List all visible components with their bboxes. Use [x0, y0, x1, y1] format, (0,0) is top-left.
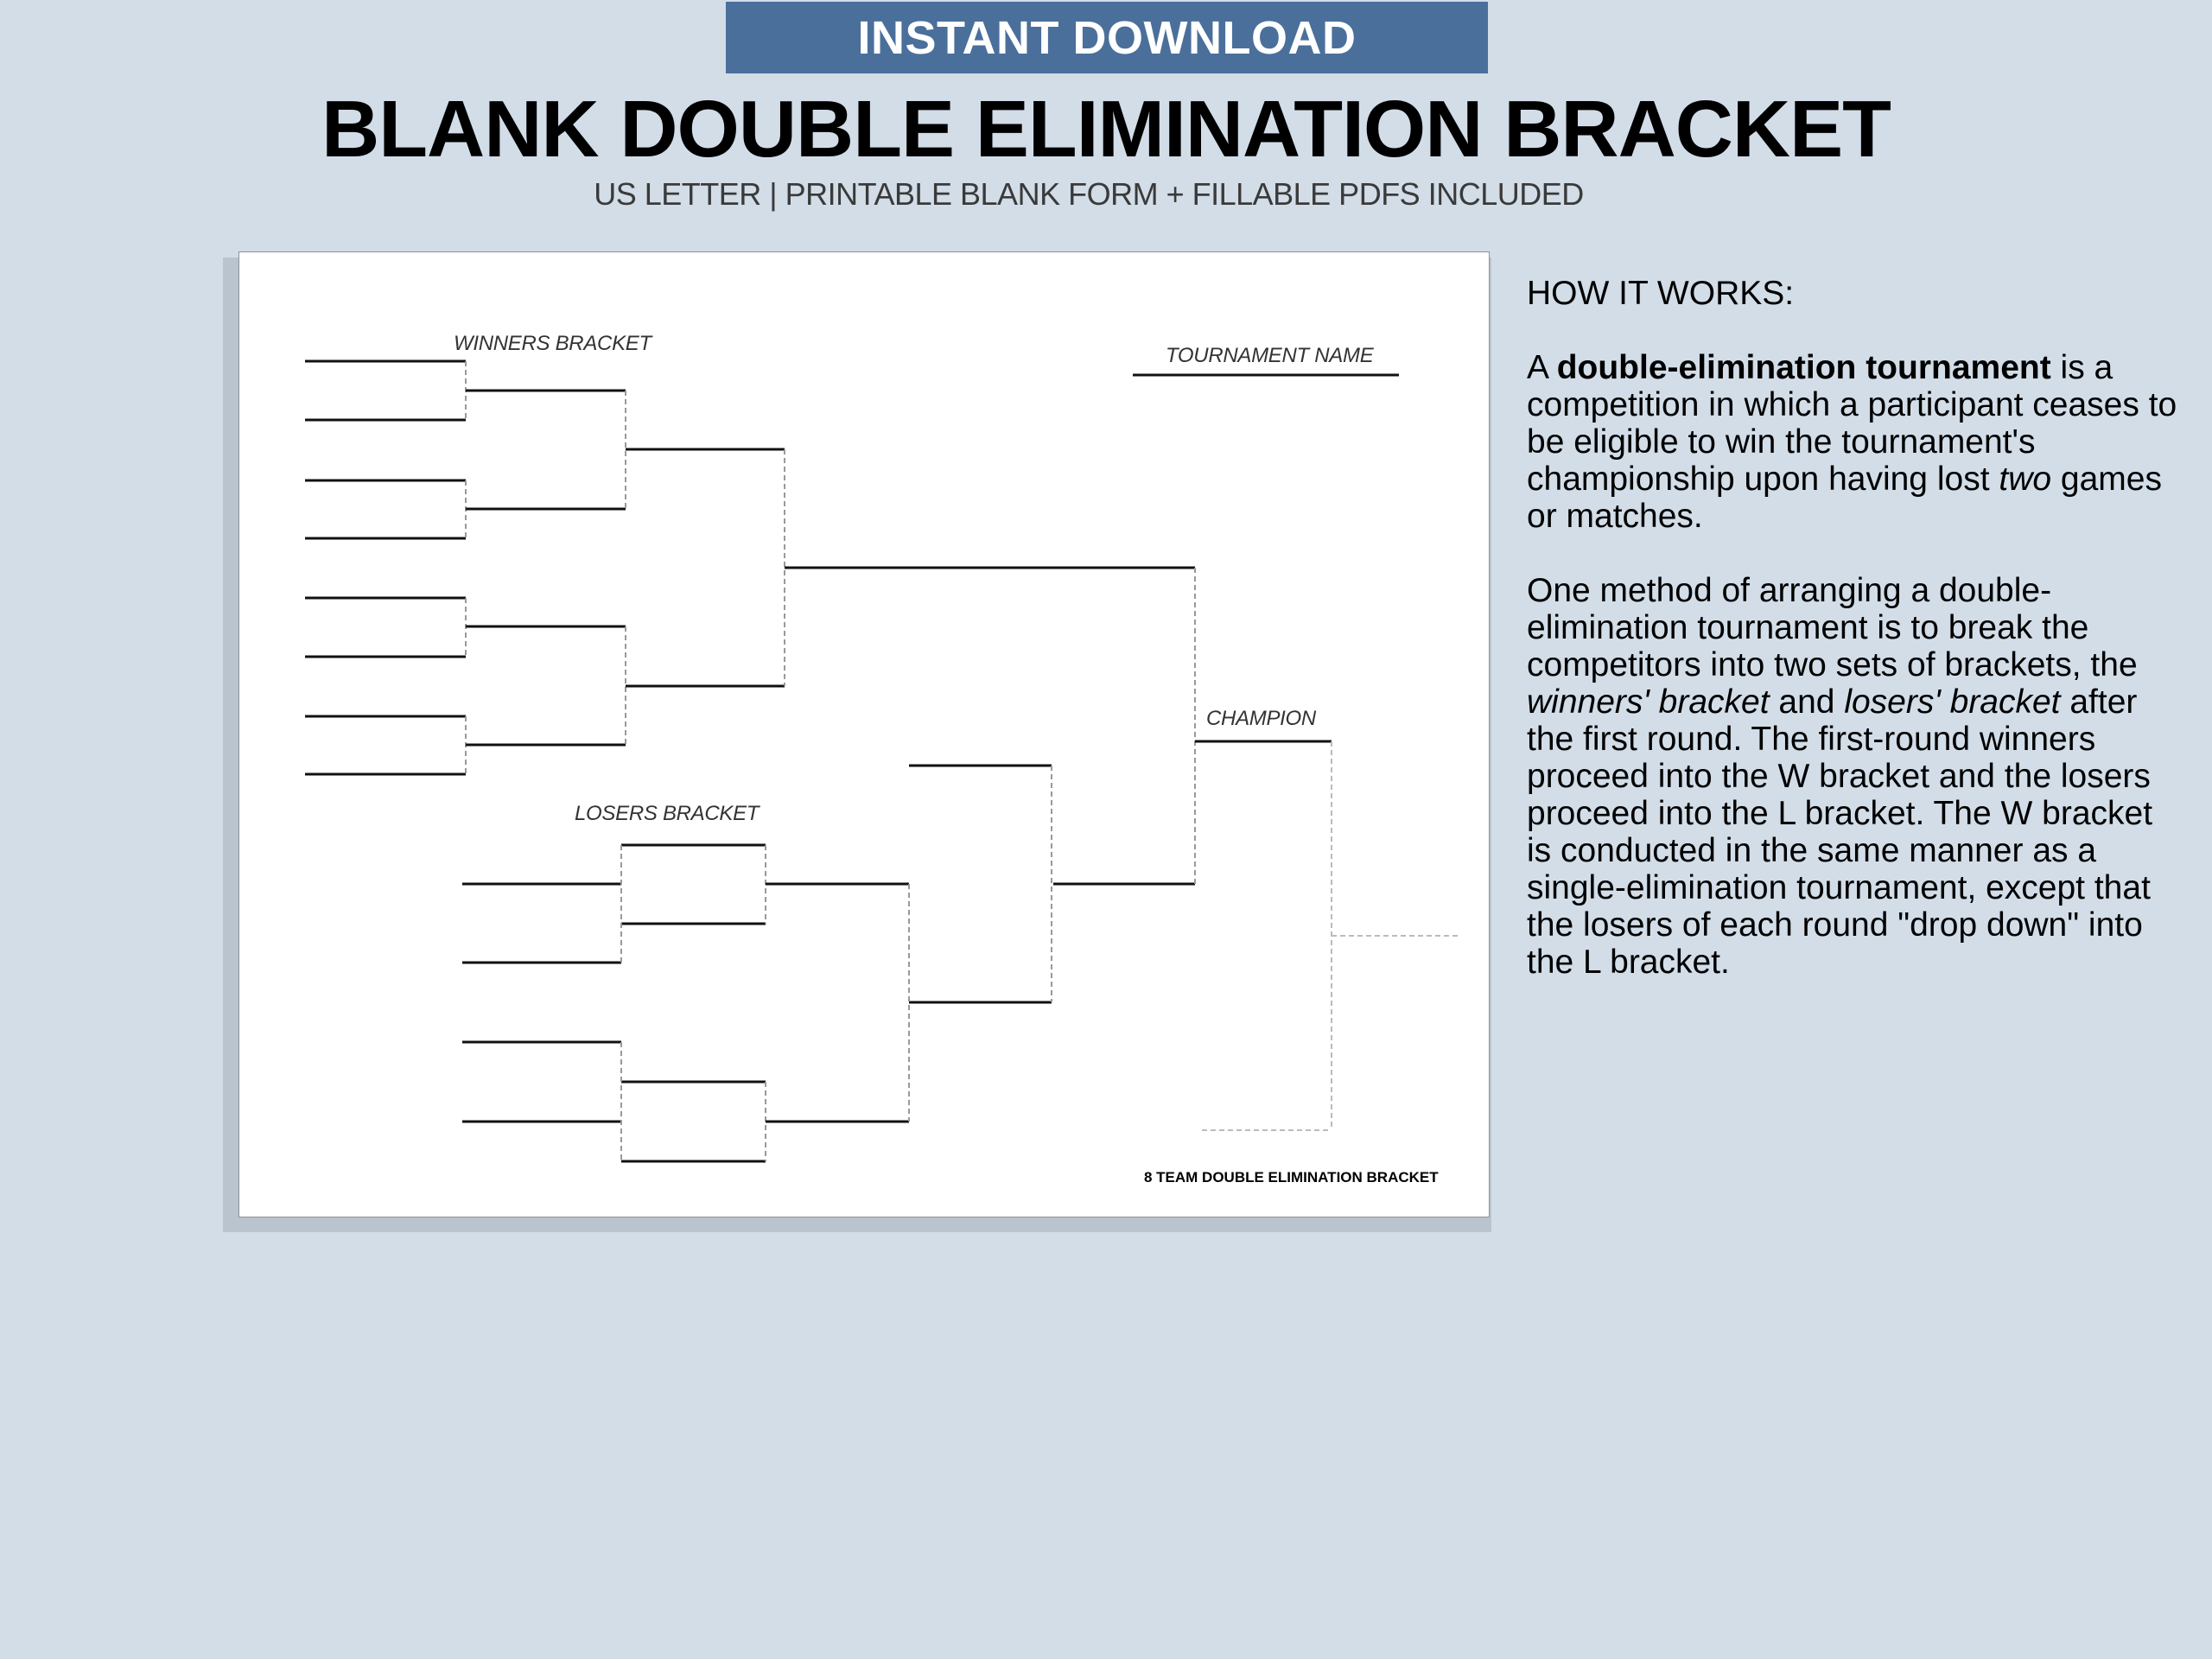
- champion-reset-connectors: [1202, 741, 1458, 1130]
- how-it-works-panel: [1527, 275, 2183, 1018]
- bracket-sheet: [238, 251, 1490, 1217]
- sheet-footer-label: 8 TEAM DOUBLE ELIMINATION BRACKET: [1144, 1169, 1439, 1185]
- winners-round-2: [466, 391, 626, 745]
- winners-round-1: [305, 361, 466, 774]
- bracket-diagram: [239, 252, 1489, 1217]
- winners-final: [785, 568, 1195, 884]
- losers-round-2-connectors: [909, 766, 1052, 1122]
- info-paragraph-1: A double-elimination tournament is a competition in which a participant ceases to be eligible to win the tournament's championship upon having lost two games or matches.: [1527, 349, 2177, 535]
- tournament-name-label: TOURNAMENT NAME: [1166, 344, 1374, 367]
- page-subtitle: US LETTER | PRINTABLE BLANK FORM + FILLABLE PDFS INCLUDED: [594, 176, 1584, 212]
- page-title: BLANK DOUBLE ELIMINATION BRACKET: [321, 84, 1891, 174]
- winners-round-3: [626, 449, 785, 686]
- losers-round-1: [462, 845, 766, 1161]
- info-paragraph-2: One method of arranging a double-elimination tournament is to break the competitors into two sets of brackets, the winners' bracket and losers' bracket after the first round. The first-round winners proceed into the W bracket and the losers proceed into the L bracket. The W bracket is conducted in the same manner as a single-elimination tournament, except that the losers of each round "drop down" into the L bracket.: [1527, 572, 2153, 981]
- winners-bracket-label: WINNERS BRACKET: [454, 332, 652, 355]
- instant-download-banner: INSTANT DOWNLOAD: [726, 2, 1488, 73]
- champion-label: CHAMPION: [1206, 707, 1316, 730]
- how-it-works-heading: HOW IT WORKS:: [1527, 275, 1795, 312]
- losers-bracket-label: LOSERS BRACKET: [575, 802, 760, 825]
- losers-round-1-connectors: [621, 845, 766, 1161]
